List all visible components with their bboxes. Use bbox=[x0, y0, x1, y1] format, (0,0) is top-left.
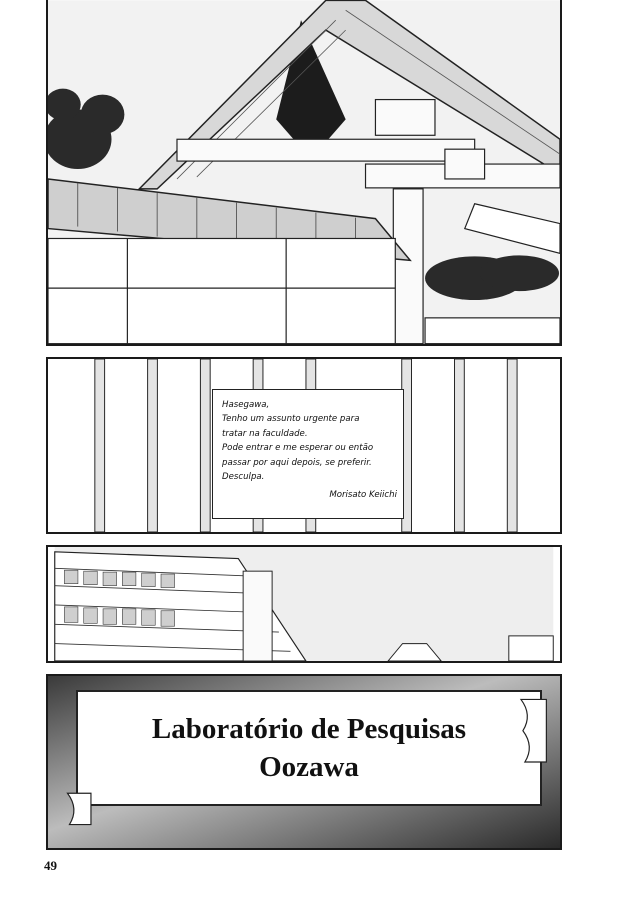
note-line: passar por aqui depois, se preferir. bbox=[222, 457, 372, 468]
building-illustration bbox=[48, 547, 560, 661]
panel-title-caption bbox=[46, 674, 562, 850]
note-signature: Morisato Keiichi bbox=[329, 489, 397, 500]
page-number: 49 bbox=[44, 858, 57, 873]
panel-university-building bbox=[46, 545, 562, 663]
title-line-2: Oozawa bbox=[259, 751, 359, 783]
note-line: Pode entrar e me esperar ou então bbox=[222, 443, 374, 454]
title-box bbox=[76, 690, 542, 806]
note-line: Tenho um assunto urgente para bbox=[222, 414, 360, 425]
temple-roof-illustration bbox=[48, 0, 560, 344]
title-line-1: Laboratório de Pesquisas bbox=[151, 713, 467, 745]
panel-door-note bbox=[46, 357, 562, 534]
note-line: tratar na faculdade. bbox=[222, 428, 308, 439]
note-line: Hasegawa, bbox=[222, 400, 270, 410]
handwritten-note bbox=[212, 389, 404, 519]
note-line: Desculpa. bbox=[222, 472, 265, 483]
panel-temple-roof bbox=[46, 0, 562, 346]
